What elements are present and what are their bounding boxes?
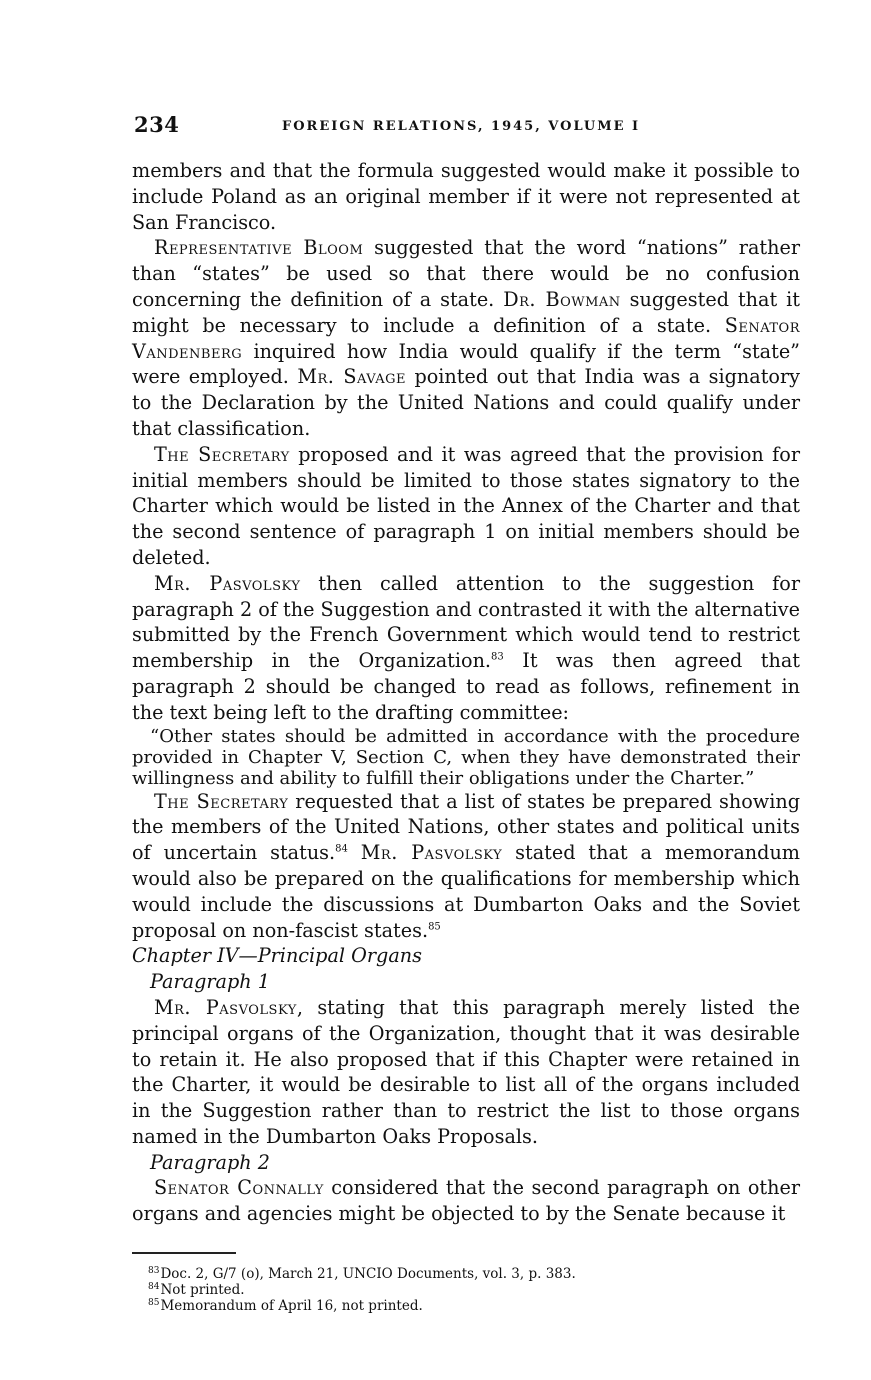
speaker-name: Mr. Pasvolsky [360, 841, 503, 865]
paragraph-text: then called attention to the suggestion for paragraph 2 of the Suggestion and contrasted it with the alternative submitted by the French Government which would tend to restrict membership in the Organization. [132, 571, 800, 673]
speaker-name: The Secretary [154, 442, 290, 466]
paragraph-text: pointed out that India was a signatory to the Declaration by the United Nations and could qualify under that classification. [132, 365, 800, 440]
footnote-mark: 84 [148, 1281, 160, 1292]
footnote-mark: 85 [148, 1297, 160, 1308]
footnote [148, 1298, 788, 1314]
paragraph-continuation: members and that the formula suggested would make it possible to include Poland as an original member if it were not represented at San Francisco. [132, 159, 800, 234]
speaker-name: Mr. Savage [297, 365, 406, 389]
paragraph-pasvolsky-organs [132, 995, 800, 1150]
page-header [132, 112, 800, 140]
paragraph-bloom [132, 235, 800, 441]
footnote [148, 1266, 788, 1282]
footnote-ref[interactable]: 83 [491, 651, 504, 663]
paragraph-text: suggested that the word “nations” rather than “states” be used so that there would be no confusion concerning the definition of a state. [132, 236, 800, 311]
paragraph-text: proposed and it was agreed that the provision for initial members should be limited to those states signatory to the Charter which would be listed in the Annex of the Charter and that the second sentence of paragraph 1 on initial members should be deleted. [132, 442, 801, 569]
footnote [148, 1282, 788, 1298]
page-number: 234 [134, 112, 180, 137]
paragraph-text: It was then agreed that paragraph 2 should be changed to read as follows, refinement in the text being left to the drafting committee: [132, 649, 800, 724]
paragraph-pasvolsky-suggestion [132, 571, 800, 726]
paragraph-text [348, 841, 361, 864]
footnote-text: Not printed. [160, 1282, 245, 1298]
footnote-text: Memorandum of April 16, not printed. [160, 1298, 423, 1314]
footnote-divider [132, 1252, 236, 1254]
paragraph-text: , stating that this paragraph merely listed the principal organs of the Organization, thought that it was desirable to retain it. He also proposed that if this Chapter were retained in the Charter, it would be desirable to list all of the organs included in the Suggestion rather than to restrict the list to those organs named in the Dumbarton Oaks Proposals. [132, 995, 800, 1148]
paragraph-text: stated that a memorandum would also be prepared on the qualifications for membership which would include the discussions at Dumbarton Oaks and the Soviet proposal on non-fascist states. [132, 841, 800, 942]
footnotes [148, 1266, 788, 1314]
block-quote: “Other states should be admitted in accordance with the procedure provided in Chapter V, Section C, when they have demonstrated their willingness and ability to fulfill their obligations under the Charter.” [132, 725, 800, 789]
chapter-heading: Chapter IV—Principal Organs [132, 944, 422, 968]
speaker-name: Dr. Bowman [503, 287, 621, 311]
footnote-mark: 83 [148, 1265, 160, 1276]
paragraph-text: requested that a list of states be prepared showing the members of the United Nations, other states and political units of uncertain status. [132, 789, 800, 865]
paragraph-secretary-request [132, 789, 800, 944]
speaker-name: Senator Connally [154, 1176, 324, 1200]
paragraph-text: suggested that it might be necessary to include a definition of a state. [132, 287, 800, 337]
speaker-name: The Secretary [154, 789, 289, 813]
speaker-name: Mr. Pasvolsky [154, 995, 297, 1019]
speaker-name: Representative Bloom [154, 236, 364, 260]
footnote-text: Doc. 2, G/7 (o), March 21, UNCIO Documents, vol. 3, p. 383. [160, 1266, 576, 1282]
footnote-ref[interactable]: 84 [335, 843, 348, 855]
paragraph-text: considered that the second paragraph on other organs and agencies might be objected to by the Senate because it [132, 1176, 800, 1226]
paragraph-text: inquired how India would qualify if the term “state” were employed. [132, 339, 800, 389]
paragraph-secretary-proposal [132, 442, 800, 571]
speaker-name: Mr. Pasvolsky [154, 571, 301, 595]
body-text [132, 158, 800, 1227]
paragraph-connally [132, 1175, 800, 1227]
paragraph-heading: Paragraph 1 [150, 970, 270, 994]
paragraph-heading: Paragraph 2 [150, 1150, 270, 1174]
running-head: FOREIGN RELATIONS, 1945, VOLUME I [282, 119, 641, 134]
footnote-ref[interactable]: 85 [428, 921, 441, 933]
speaker-name: Senator Vandenberg [132, 313, 800, 363]
